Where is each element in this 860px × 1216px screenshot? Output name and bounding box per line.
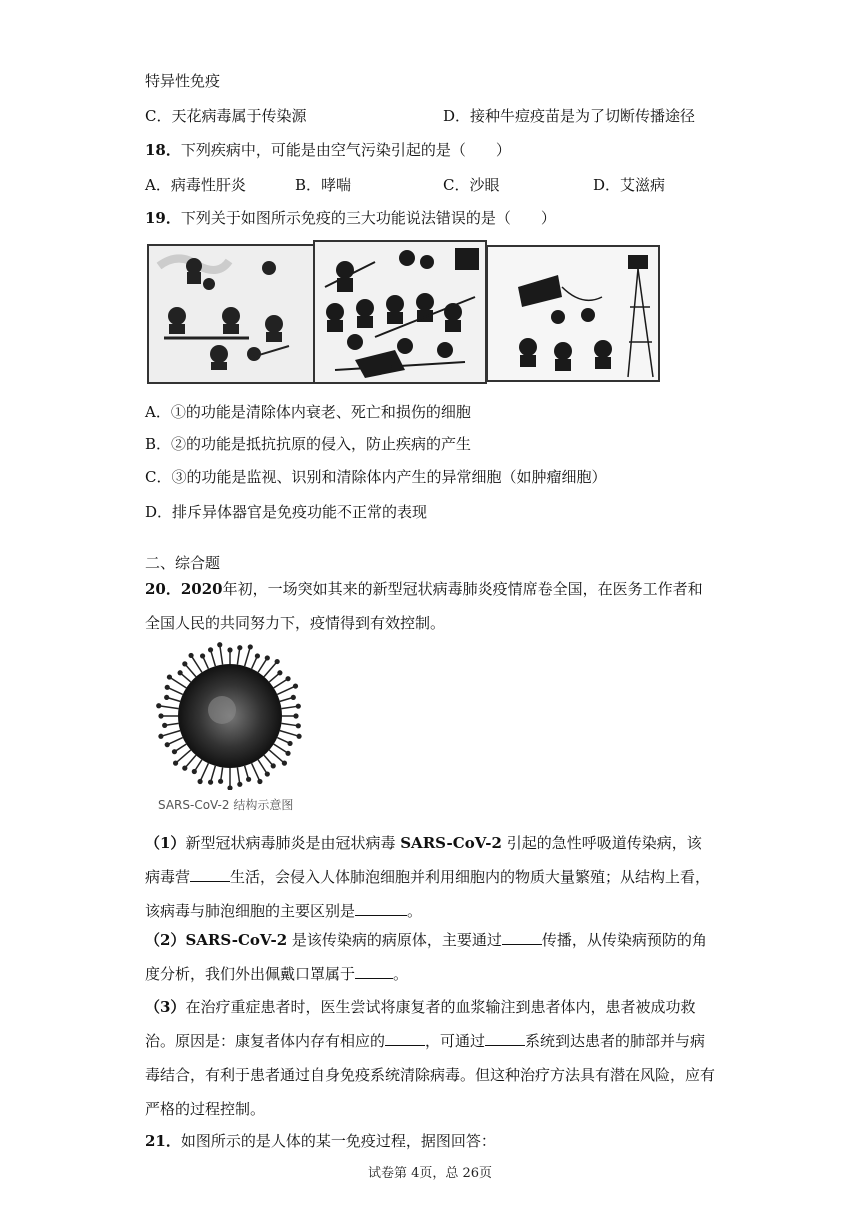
q18-option-a: A．病毒性肝炎 <box>145 176 246 194</box>
q21-stem-text: 如图所示的是人体的某一免疫过程，据图回答： <box>180 1132 496 1150</box>
q20-part1-text-c: 生活，会侵入人体肺泡细胞并利用细胞内的物质大量繁殖；从结构上看，该病毒与肺泡细胞的主要区别是 <box>145 868 711 920</box>
immune-function-panel-3 <box>486 245 660 382</box>
immune-function-panel-2 <box>313 240 487 384</box>
section-heading: 二、综合题 <box>145 554 221 572</box>
q18-option-c: C．沙眼 <box>443 176 500 194</box>
q19-option-d: D．排斥异体器官是免疫功能不正常的表现 <box>145 503 428 521</box>
q18-number: 18． <box>145 141 181 159</box>
sars-cov-2-figure <box>150 640 310 790</box>
q20-part2-blank-1[interactable] <box>502 928 542 945</box>
panel-2-illustration <box>315 242 485 382</box>
q20-number: 20． <box>145 580 181 598</box>
q20-part2-number: （2） <box>145 931 186 949</box>
continued-option-text: 特异性免疫 <box>145 72 221 90</box>
q19-stem-text: 下列关于如图所示免疫的三大功能说法错误的是（ ） <box>180 209 556 227</box>
q19-stem <box>145 208 556 228</box>
q20-part3-text-b: ，可通过 <box>425 1032 486 1050</box>
immune-function-panel-1 <box>147 244 315 384</box>
q20-part-1 <box>145 826 715 928</box>
q20-part1-blank-2[interactable] <box>355 899 407 916</box>
figure-caption: SARS-CoV-2 结构示意图 <box>158 798 294 812</box>
q20-intro-text: 年初，一场突如其来的新型冠状病毒肺炎疫情席卷全国，在医务工作者和全国人民的共同努力下，疫情得到有效控制。 <box>145 580 703 632</box>
q20-part2-end: 。 <box>393 965 409 983</box>
q20-part3-text-c: 系统到达患者的肺部并与病毒结合，有利于患者通过自身免疫系统清除病毒。但这种治疗方法具有潜在风险，应有严格的过程控制。 <box>145 1032 716 1118</box>
q20-year: 2020 <box>180 580 223 598</box>
q20-part2-text-b: 传播，从传染病预防的角度分析，我们外出佩戴口罩属于 <box>145 931 707 983</box>
page-footer: 试卷第 4页，总 26页 <box>367 1166 493 1181</box>
q21-stem <box>145 1131 496 1151</box>
q17-option-c: C．天花病毒属于传染源 <box>145 107 307 125</box>
q18-stem-text: 下列疾病中，可能是由空气污染引起的是（ ） <box>180 141 511 159</box>
q20-part1-text-b: 引起的急性呼吸道传染病，该病毒营 <box>145 834 702 886</box>
q18-option-b: B．哮喘 <box>295 176 352 194</box>
q20-part1-virus-name: SARS-CoV-2 <box>400 834 502 852</box>
q20-part2-blank-2[interactable] <box>355 962 393 979</box>
q20-part1-end: 。 <box>407 902 423 920</box>
q20-part1-number: （1） <box>145 834 186 852</box>
q19-option-c: C．③的功能是监视、识别和清除体内产生的异常细胞（如肿瘤细胞） <box>145 468 607 486</box>
q20-part-3 <box>145 990 715 1126</box>
q20-part3-blank-2[interactable] <box>485 1029 525 1046</box>
q19-option-a: A．①的功能是清除体内衰老、死亡和损伤的细胞 <box>145 403 471 421</box>
q21-number: 21． <box>145 1132 181 1150</box>
q17-option-d: D．接种牛痘疫苗是为了切断传播途径 <box>443 107 696 125</box>
q19-option-b: B．②的功能是抵抗抗原的侵入，防止疾病的产生 <box>145 435 472 453</box>
q20-part3-number: （3） <box>145 998 186 1016</box>
q18-option-d: D．艾滋病 <box>593 176 666 194</box>
q20-part3-text-a: 在治疗重症患者时，医生尝试将康复者的血浆输注到患者体内，患者被成功救治。原因是：康复者体内存有相应的 <box>145 998 696 1050</box>
panel-3-illustration <box>488 247 658 380</box>
q20-intro <box>145 572 715 640</box>
q18-stem <box>145 140 511 160</box>
panel-1-illustration <box>149 246 313 382</box>
q20-part1-blank-1[interactable] <box>190 865 230 882</box>
q20-part1-text-a: 新型冠状病毒肺炎是由冠状病毒 <box>185 834 401 852</box>
q20-part3-blank-1[interactable] <box>385 1029 425 1046</box>
q20-part2-virus-name: SARS-CoV-2 <box>185 931 288 949</box>
virus-illustration <box>150 640 310 790</box>
q19-number: 19． <box>145 209 181 227</box>
q20-part-2 <box>145 923 715 991</box>
q20-part2-text-a: 是该传染病的病原体，主要通过 <box>287 931 502 949</box>
